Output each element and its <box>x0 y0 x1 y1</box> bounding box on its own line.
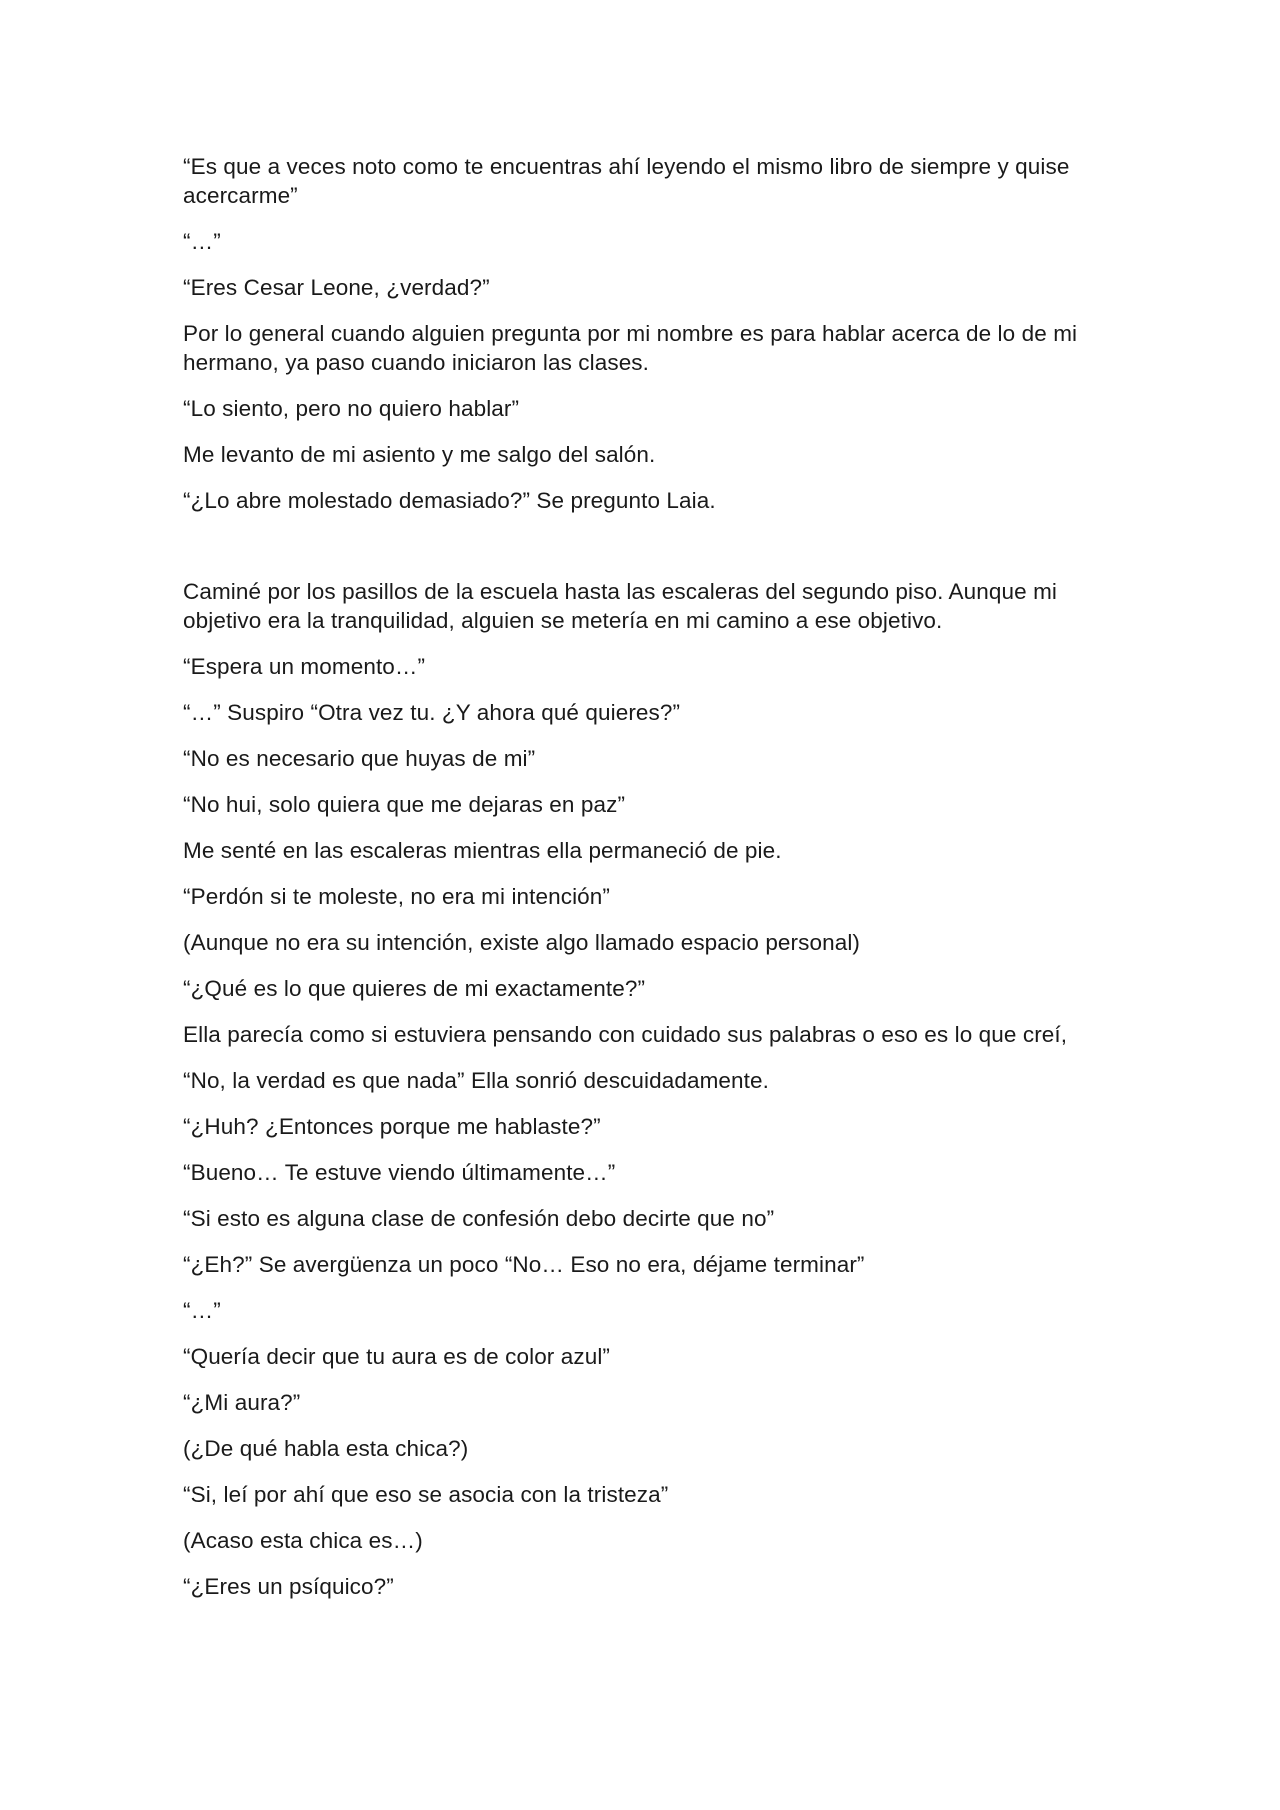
section-1 <box>183 152 1103 515</box>
paragraph: “¿Qué es lo que quieres de mi exactamente?” <box>183 976 646 1001</box>
section-break <box>183 532 1103 577</box>
paragraph: Por lo general cuando alguien pregunta por mi nombre es para hablar acerca de lo de mi hermano, ya paso cuando iniciaron las clases. <box>183 321 1078 375</box>
paragraph: “Es que a veces noto como te encuentras ahí leyendo el mismo libro de siempre y quise acercarme” <box>183 154 1070 208</box>
paragraph: Me levanto de mi asiento y me salgo del salón. <box>183 442 656 467</box>
paragraph: (¿De qué habla esta chica?) <box>183 1436 469 1461</box>
document-page <box>183 152 1103 1618</box>
section-2 <box>183 577 1103 1601</box>
paragraph: “Bueno… Te estuve viendo últimamente…” <box>183 1160 616 1185</box>
paragraph: “¿Eres un psíquico?” <box>183 1574 394 1599</box>
paragraph: “Si, leí por ahí que eso se asocia con la tristeza” <box>183 1482 669 1507</box>
paragraph: Me senté en las escaleras mientras ella permaneció de pie. <box>183 838 782 863</box>
paragraph: “Si esto es alguna clase de confesión debo decirte que no” <box>183 1206 775 1231</box>
paragraph: “…” <box>183 229 221 254</box>
paragraph: Caminé por los pasillos de la escuela hasta las escaleras del segundo piso. Aunque mi objetivo era la tranquilidad, alguien se metería en mi camino a ese objetivo. <box>183 579 1058 633</box>
paragraph: “Quería decir que tu aura es de color azul” <box>183 1344 611 1369</box>
paragraph: “…” <box>183 1298 221 1323</box>
paragraph: “¿Eh?” Se avergüenza un poco “No… Eso no era, déjame terminar” <box>183 1252 865 1277</box>
paragraph: “Espera un momento…” <box>183 654 426 679</box>
paragraph: “…” Suspiro “Otra vez tu. ¿Y ahora qué quieres?” <box>183 700 681 725</box>
paragraph: “No, la verdad es que nada” Ella sonrió descuidadamente. <box>183 1068 769 1093</box>
paragraph: (Aunque no era su intención, existe algo llamado espacio personal) <box>183 930 861 955</box>
paragraph: “Perdón si te moleste, no era mi intención” <box>183 884 610 909</box>
paragraph: “¿Mi aura?” <box>183 1390 301 1415</box>
paragraph: (Acaso esta chica es…) <box>183 1528 423 1553</box>
paragraph: “Eres Cesar Leone, ¿verdad?” <box>183 275 490 300</box>
paragraph: “Lo siento, pero no quiero hablar” <box>183 396 520 421</box>
paragraph: “No es necesario que huyas de mi” <box>183 746 536 771</box>
paragraph: “¿Lo abre molestado demasiado?” Se pregunto Laia. <box>183 488 716 513</box>
paragraph: Ella parecía como si estuviera pensando con cuidado sus palabras o eso es lo que creí, <box>183 1022 1068 1047</box>
paragraph: “No hui, solo quiera que me dejaras en paz” <box>183 792 626 817</box>
paragraph: “¿Huh? ¿Entonces porque me hablaste?” <box>183 1114 601 1139</box>
